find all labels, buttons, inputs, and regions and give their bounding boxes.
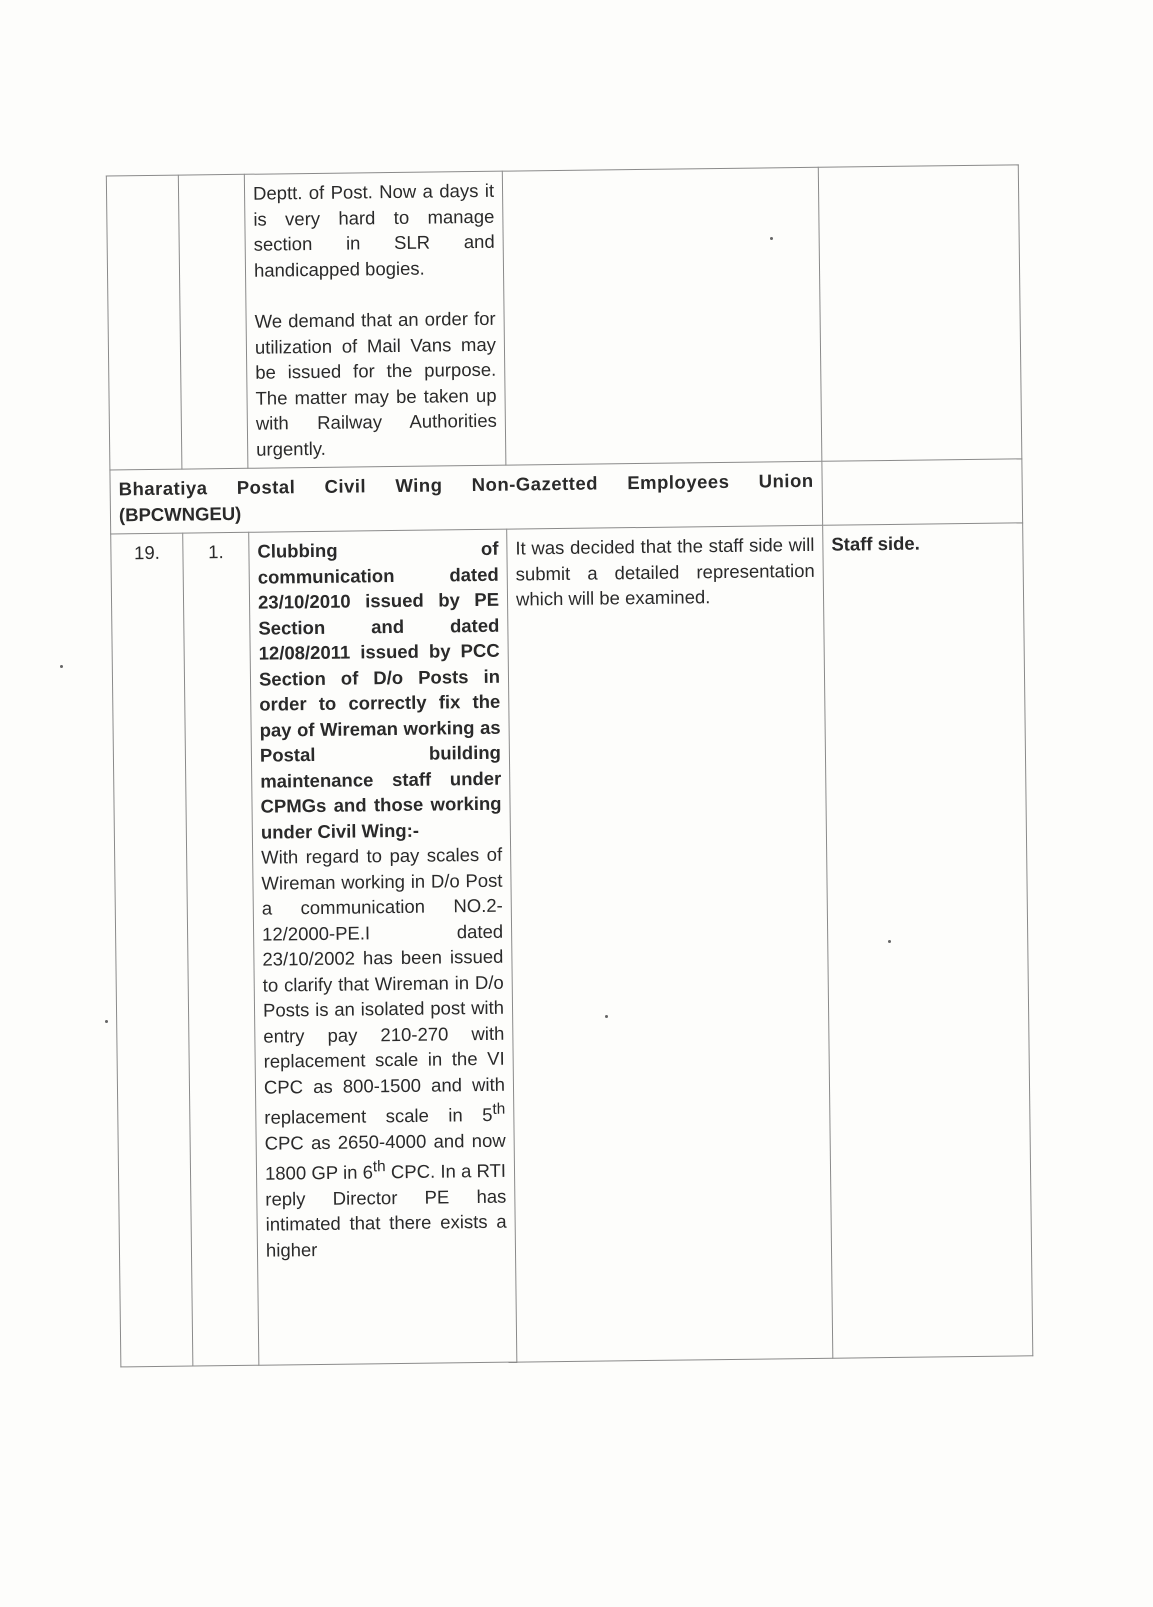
scan-speck xyxy=(105,1020,108,1023)
union-abbreviation: (BPCWNGEU) xyxy=(118,502,242,525)
serial-cell xyxy=(106,175,182,470)
union-header-row xyxy=(110,459,1023,534)
serial-cell: 19. xyxy=(111,533,193,1367)
subject-heading: Clubbing of communication dated 23/10/2010 issued by PE Section and dated 12/08/2011 issued by PCC Section of D/o Posts in order to correctly fix the pay of Wireman working as Postal building maintenance staff under CPMGs and those working under Civil Wing:- xyxy=(257,537,502,843)
action-cell: Staff side. xyxy=(823,523,1033,1358)
subject-cell xyxy=(244,171,506,468)
sub-number-cell xyxy=(178,174,248,469)
subject-body-text: CPC as 2650-4000 and now 1800 GP in 6 xyxy=(264,1129,506,1184)
scan-speck xyxy=(888,940,891,943)
subject-body-text: With regard to pay scales of Wireman working in D/o Post a communication NO.2-12/2000-PE.I dated 23/10/2002 has been issued to clarify that Wireman in D/o Posts is an isolated post with entry pay 210-270 with replacement scale in the VI CPC as 800-1500 and with replacement scale in 5 xyxy=(261,843,506,1128)
decision-cell xyxy=(502,167,822,465)
scan-speck xyxy=(605,1015,608,1018)
sub-number-cell: 1. xyxy=(183,532,259,1366)
union-header-empty-cell xyxy=(822,459,1023,525)
subject-cell xyxy=(249,529,517,1365)
union-name: Bharatiya Postal Civil Wing Non-Gazetted Employees Union xyxy=(118,469,814,500)
action-cell xyxy=(818,165,1022,461)
decision-cell: It was decided that the staff side will submit a detailed representation which will be examined. xyxy=(507,525,833,1362)
subject-body-text: CPC. In a RTI reply Director PE has intimated that there exists a higher xyxy=(265,1160,507,1261)
table-row xyxy=(106,165,1022,470)
table-row xyxy=(111,523,1033,1367)
subject-body xyxy=(261,842,507,1263)
union-header-cell xyxy=(110,461,823,534)
subject-paragraph: Deptt. of Post. Now a days it is very hard to manage section in SLR and handicapped bogies. xyxy=(252,179,495,281)
superscript: th xyxy=(372,1158,386,1176)
superscript: th xyxy=(492,1100,506,1118)
minutes-table xyxy=(106,164,1033,1367)
scan-speck xyxy=(770,237,773,240)
subject-paragraph: We demand that an order for utilization of Mail Vans may be issued for the purpose. The matter may be taken up with Railway Authorities urgently. xyxy=(254,307,497,460)
scan-speck xyxy=(60,665,63,668)
